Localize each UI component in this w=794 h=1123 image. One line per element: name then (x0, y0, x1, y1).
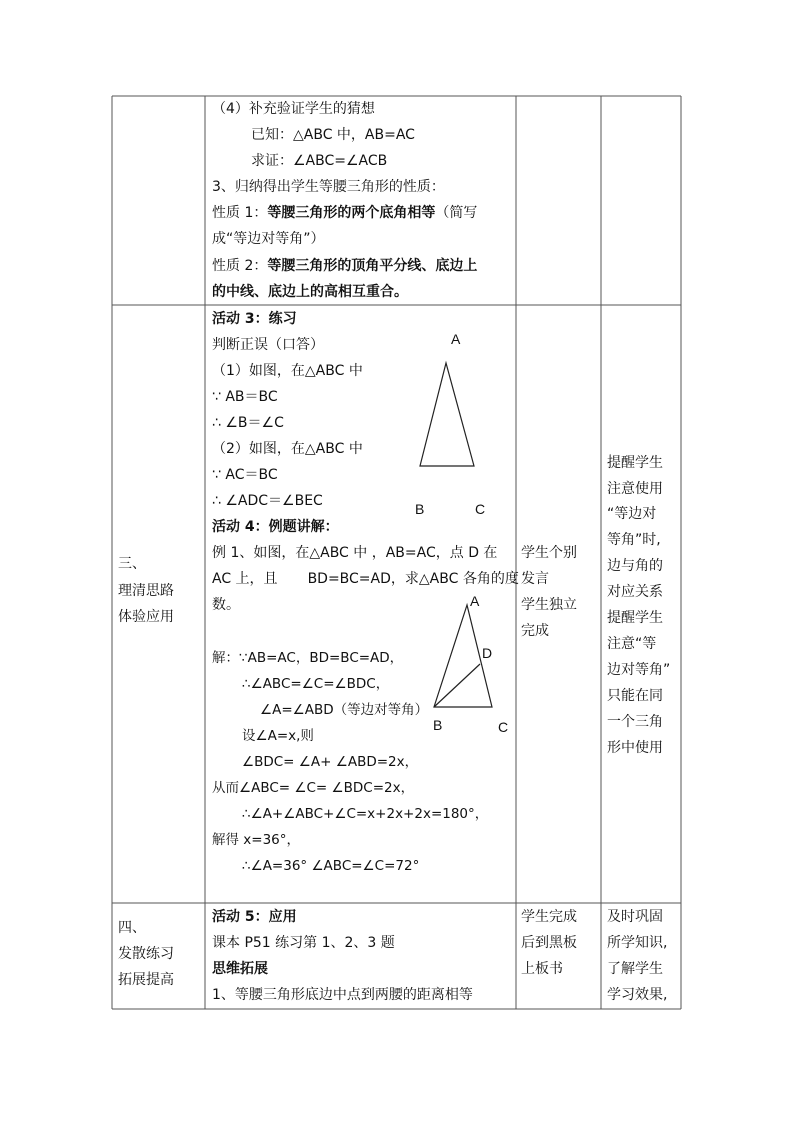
student-activity-4c: 上板书 (521, 961, 563, 977)
intent-4-line-3: 了解学生 (607, 961, 663, 977)
solution-line-2: ∴∠ABC=∠C=∠BDC， (242, 676, 390, 692)
example-1-line-2 (212, 571, 519, 587)
property-2-text-cont: 的中线、底边上的高相互重合。 (212, 284, 408, 300)
intent-3-line-4: 等角”时, (607, 532, 661, 548)
intent-3-line-7: 提醒学生 (607, 610, 663, 626)
figure-1-label-b: B (415, 501, 425, 517)
judge-instruction: 判断正误（口答） (212, 337, 324, 353)
solution-line-3: ∠A=∠ABD（等边对等角） (260, 702, 429, 718)
property-2-text: 等腰三角形的顶角平分线、底边上 (267, 258, 478, 274)
solution-line-1: 解：∵AB=AC，BD=BC=AD， (212, 650, 404, 666)
activity-4-heading: 活动 4：例题讲解： (212, 519, 339, 535)
problem-2-line-3: ∴ ∠ADC＝∠BEC (212, 493, 323, 509)
property-1-abbrev: 成“等边对等角”） (212, 231, 325, 247)
figure-2-label-b: B (433, 717, 443, 733)
example-1-line-3: 数。 (212, 597, 240, 613)
figure-1-label-c: C (475, 501, 486, 517)
stage-number-4: 四、 (118, 920, 146, 936)
stage-title-3a: 理清思路 (118, 583, 174, 599)
intent-3-line-1: 提醒学生 (607, 455, 663, 471)
student-activity-3b: 发言 (521, 571, 549, 587)
intent-3-line-3: “等边对 (607, 506, 657, 522)
intent-3-line-9: 边对等角” (607, 662, 671, 678)
problem-2-line-1: （2）如图，在△ABC 中 (212, 441, 363, 457)
intent-4-line-2: 所学知识, (607, 935, 668, 951)
student-activity-3c: 学生独立 (521, 597, 577, 613)
triangle-figure-1 (420, 363, 474, 466)
student-activity-3a: 学生个别 (521, 545, 577, 561)
prove-statement: 求证：∠ABC=∠ACB (251, 153, 388, 169)
solution-line-9: ∴∠A=36° ∠ABC=∠C=72° (242, 858, 420, 874)
verify-guess-step: （4）补充验证学生的猜想 (212, 101, 375, 117)
property-1-note: （简写 (435, 205, 478, 221)
intent-3-line-12: 形中使用 (607, 740, 663, 756)
student-activity-3d: 完成 (521, 623, 549, 639)
thinking-extension-heading: 思维拓展 (212, 961, 268, 977)
textbook-exercise: 课本 P51 练习第 1、2、3 题 (212, 935, 395, 951)
summarize-properties-step: 3、归纳得出学生等腰三角形的性质： (212, 179, 445, 195)
student-activity-4a: 学生完成 (521, 909, 577, 925)
problem-1-line-2: ∵ AB＝BC (212, 389, 278, 405)
intent-3-line-6: 对应关系 (607, 584, 663, 600)
intent-3-line-11: 一个三角 (607, 714, 663, 730)
activity-5-heading: 活动 5：应用 (212, 909, 297, 925)
property-2-line (212, 258, 477, 274)
intent-3-line-5: 边与角的 (607, 558, 663, 574)
problem-1-line-1: （1）如图，在△ABC 中 (212, 363, 363, 379)
property-2-label: 性质 2： (212, 258, 268, 274)
activity-3-heading: 活动 3：练习 (212, 311, 297, 327)
property-1-text: 等腰三角形的两个底角相等 (267, 205, 436, 221)
solution-line-7: ∴∠A+∠ABC+∠C=x+2x+2x=180°， (242, 806, 489, 822)
example-1-line-1: 例 1、如图，在△ABC 中 ，AB=AC，点 D 在 (212, 545, 498, 561)
example-1-line-2b: BD=BC=AD，求△ABC 各角的度 (307, 571, 519, 587)
given-condition: 已知：△ABC 中，AB=AC (251, 127, 415, 143)
intent-4-line-4: 学习效果, (607, 987, 668, 1003)
stage-number-3: 三、 (118, 556, 146, 572)
intent-3-line-10: 只能在同 (607, 688, 663, 704)
solution-line-5: ∠BDC= ∠A+ ∠ABD=2x， (242, 754, 419, 770)
problem-1-line-3: ∴ ∠B＝∠C (212, 415, 284, 431)
figure-1-label-a: A (451, 331, 461, 347)
figure-2-label-d: D (482, 645, 493, 661)
intent-3-line-2: 注意使用 (607, 481, 663, 497)
problem-2-line-2: ∵ AC＝BC (212, 467, 278, 483)
extension-item-1: 1、等腰三角形底边中点到两腰的距离相等 (212, 987, 473, 1003)
solution-line-8: 解得 x=36°， (212, 832, 301, 848)
stage-title-4b: 拓展提高 (118, 972, 174, 988)
example-1-line-2a: AC 上，且 (212, 571, 278, 587)
solution-line-6: 从而∠ABC= ∠C= ∠BDC=2x， (212, 780, 415, 796)
solution-line-4: 设∠A=x,则 (242, 728, 314, 744)
property-1-label: 性质 1： (212, 205, 268, 221)
student-activity-4b: 后到黑板 (521, 935, 577, 951)
stage-title-3b: 体验应用 (118, 609, 174, 625)
stage-title-4a: 发散练习 (118, 946, 174, 962)
figure-2-label-c: C (498, 719, 509, 735)
intent-4-line-1: 及时巩固 (607, 909, 663, 925)
intent-3-line-8: 注意“等 (607, 636, 657, 652)
property-1-line (212, 205, 477, 221)
figure-2-label-a: A (470, 593, 480, 609)
